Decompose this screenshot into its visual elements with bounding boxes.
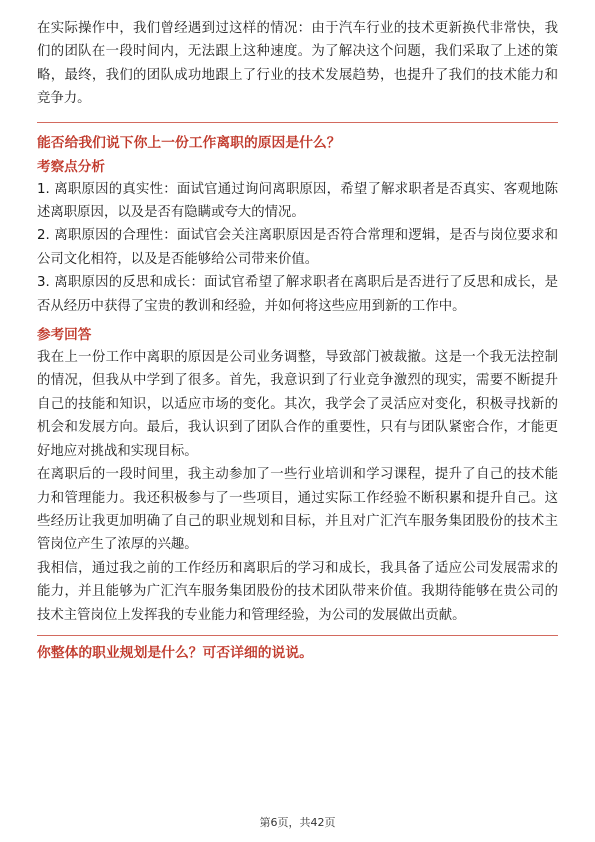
analysis-heading: 考察点分析 xyxy=(37,158,105,175)
answer-paragraph-3: 我相信，通过我之前的工作经历和离职后的学习和成长，我具备了适应公司发展需求的能力，并且能够为广汇汽车服务集团股份的技术团队带来价值。我期待能够在贵公司的技术主管岗位上发挥我的专业能力和管理经验，为公司的发展做出贡献。 xyxy=(37,560,558,623)
answer-paragraph-1: 我在上一份工作中离职的原因是公司业务调整，导致部门被裁撤。这是一个我无法控制的情况，但我从中学到了很多。首先，我意识到了行业竞争激烈的现实，需要不断提升自己的技能和知识，以适应市场的变化。其次，我学会了灵活应对变化，积极寻找新的机会和发展方向。最后，我认识到了团队合作的重要性，只有与团队紧密合作，才能更好地应对挑战和实现目标。 xyxy=(37,350,558,459)
section-divider xyxy=(37,635,558,636)
page-number: 第6页，共42页 xyxy=(259,816,336,829)
page-content xyxy=(37,17,558,664)
intro-paragraph: 在实际操作中，我们曾经遇到过这样的情况：由于汽车行业的技术更新换代非常快，我们的团队在一段时间内，无法跟上这种速度。为了解决这个问题，我们采取了上述的策略，最终，我们的团队成功地跟上了行业的技术发展趋势，也提升了我们的技术能力和竞争力。 xyxy=(37,21,558,107)
question-heading: 能否给我们说下你上一份工作离职的原因是什么？ xyxy=(37,134,341,151)
analysis-point-3: 3. 离职原因的反思和成长：面试官希望了解求职者在离职后是否进行了反思和成长，是否从经历中获得了宝贵的教训和经验，并如何将这些应用到新的工作中。 xyxy=(37,275,558,314)
section-divider xyxy=(37,122,558,123)
analysis-point-2: 2. 离职原因的合理性：面试官会关注离职原因是否符合常理和逻辑，是否与岗位要求和公司文化相符，以及是否能够给公司带来价值。 xyxy=(37,228,558,267)
analysis-point-1: 1. 离职原因的真实性：面试官通过询问离职原因，希望了解求职者是否真实、客观地陈述离职原因，以及是否有隐瞒或夸大的情况。 xyxy=(37,181,558,221)
answer-paragraph-2: 在离职后的一段时间里，我主动参加了一些行业培训和学习课程，提升了自己的技术能力和管理能力。我还积极参与了一些项目，通过实际工作经验不断积累和提升自己。这些经历让我更加明确了自己的职业规划和目标，并且对广汇汽车服务集团股份的技术主管岗位产生了浓厚的兴趣。 xyxy=(37,467,558,553)
next-question-heading: 你整体的职业规划是什么？可否详细的说说。 xyxy=(37,644,313,661)
answer-heading: 参考回答 xyxy=(37,327,92,344)
